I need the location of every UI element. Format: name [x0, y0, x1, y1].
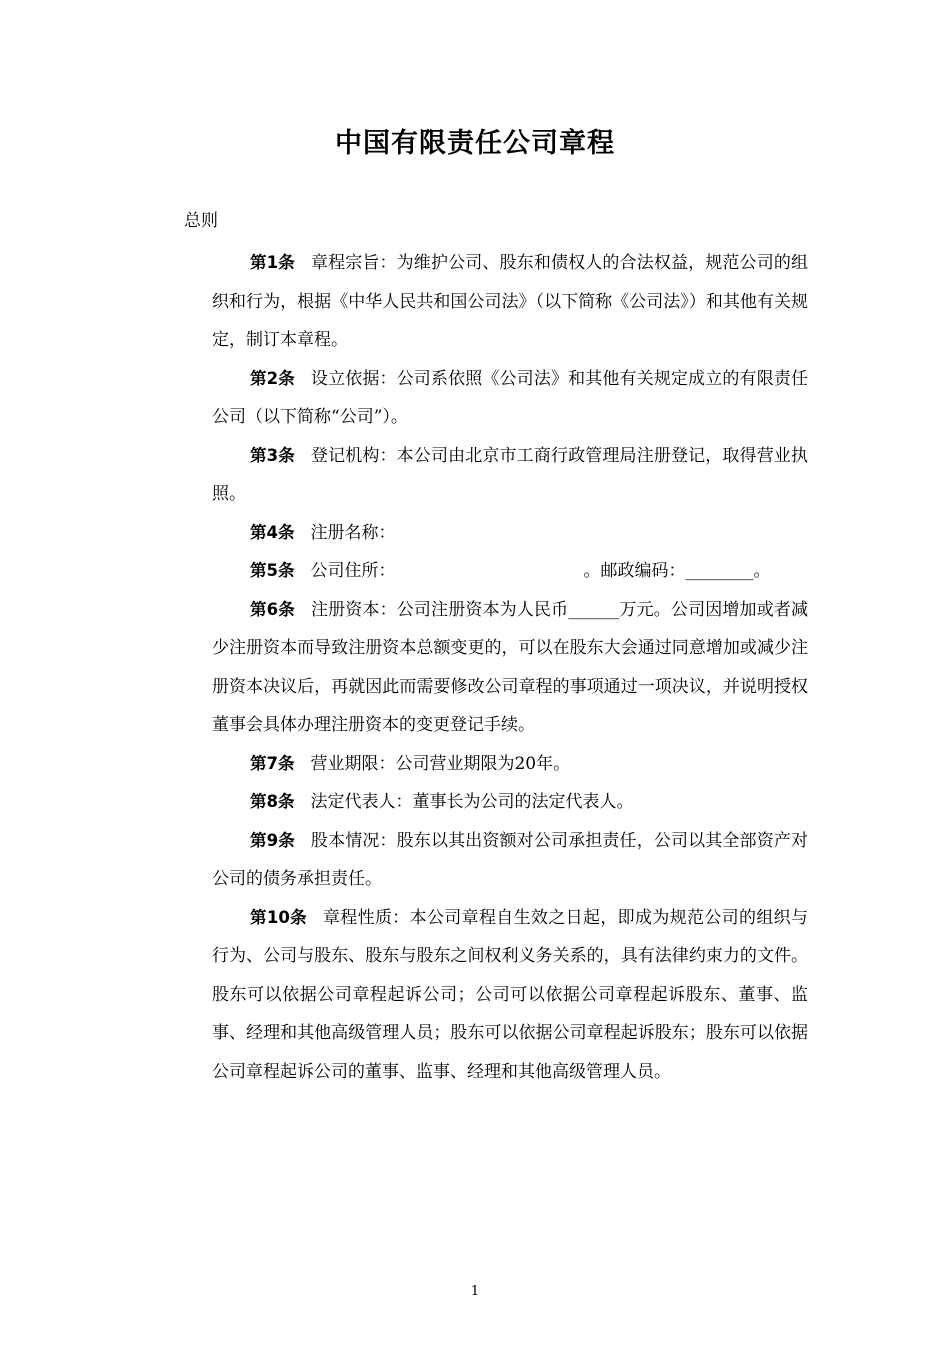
- article-5: [212, 552, 808, 591]
- article-label: 第9条: [250, 830, 295, 850]
- article-text: 注册资本：公司注册资本为人民币______万元。公司因增加或者减少注册资本而导致注册资本总额变更的，可以在股东大会通过同意增加或减少注册资本决议后，再就因此而需要修改公司章程的事项通过一项决议，并说明授权董事会具体办理注册资本的变更登记手续。: [212, 599, 809, 735]
- article-text: 法定代表人：董事长为公司的法定代表人。: [310, 792, 634, 812]
- article-text: 注册名称：: [310, 522, 396, 543]
- article-label: 第7条: [250, 753, 295, 773]
- article-label: 第4条: [250, 522, 295, 542]
- article-8: [212, 783, 808, 822]
- article-label: 第1条: [250, 253, 295, 272]
- article-label: 第2条: [250, 368, 295, 388]
- article-text: 营业期限：公司营业期限为20年。: [310, 753, 571, 774]
- article-10: [212, 899, 808, 1092]
- article-label: 第6条: [250, 599, 295, 619]
- article-text: 登记机构：本公司由北京市工商行政管理局注册登记，取得营业执照。: [212, 445, 808, 504]
- article-text: 设立依据：公司系依照《公司法》和其他有关规定成立的有限责任公司（以下简称“公司”）。: [212, 368, 808, 427]
- article-label: 第5条: [250, 561, 295, 580]
- article-label: 第8条: [250, 792, 295, 811]
- article-2: [212, 360, 808, 437]
- article-text: 章程宗旨：为维护公司、股东和债权人的合法权益，规范公司的组织和行为，根据《中华人民共和国公司法》（以下简称《公司法》）和其他有关规定，制订本章程。: [212, 253, 808, 350]
- article-text: 公司住所：: [310, 561, 396, 581]
- article-7: [212, 745, 808, 784]
- article-6: [212, 591, 808, 745]
- article-4: [212, 514, 808, 553]
- page-number: 1: [470, 1284, 480, 1299]
- article-9: [212, 822, 808, 899]
- document-title: 中国有限责任公司章程: [335, 128, 615, 159]
- article-1: [212, 244, 808, 360]
- article-text: 股本情况：股东以其出资额对公司承担责任，公司以其全部资产对公司的债务承担责任。: [212, 830, 808, 889]
- article-text: 。邮政编码：________。: [583, 561, 771, 581]
- article-label: 第10条: [250, 907, 307, 927]
- article-text: 章程性质：本公司章程自生效之日起，即成为规范公司的组织与行为、公司与股东、股东与股东之间权利义务关系的，具有法律约束力的文件。股东可以依据公司章程起诉公司；公司可以依据公司章程起诉股东、董事、监事、经理和其他高级管理人员；股东可以依据公司章程起诉股东；股东可以依据公司章程起诉公司的董事、监事、经理和其他高级管理人员。: [212, 907, 808, 1082]
- article-3: [212, 437, 808, 514]
- article-label: 第3条: [250, 445, 295, 465]
- article-list: [212, 244, 808, 1091]
- section-heading: 总则: [184, 211, 218, 231]
